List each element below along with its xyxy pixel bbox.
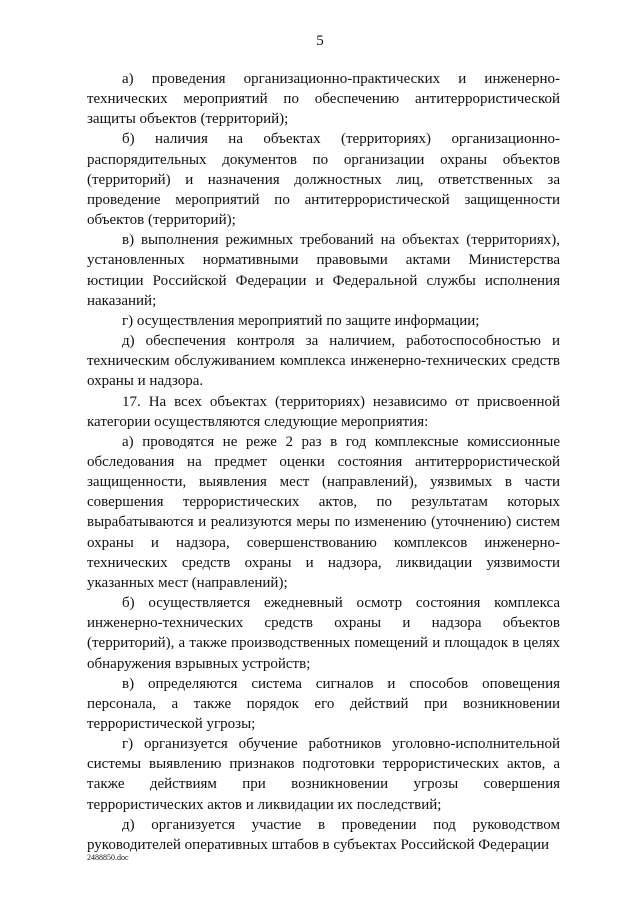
- paragraph-17v-alert-system: в) определяются система сигналов и способов оповещения персонала, а также порядок его действий при возникновении террористической угрозы;: [87, 675, 560, 732]
- paragraph-17a-inspections: а) проводятся не реже 2 раз в год комплексные комиссионные обследования на предмет оценки состояния антитеррористической защищенности, выявления мест (направлений), уязвимых в части совершения террористических актов, по результатам которых вырабатываются и реализуются меры по изменению (уточнению) систем охраны и надзора, совершенствованию комплексов инженерно-технических средств охраны и надзора, ликвидации уязвимости указанных мест (направлений);: [87, 433, 560, 591]
- document-file-code: 2488850.doc: [87, 853, 129, 862]
- paragraph-17d-participation: д) организуется участие в проведении под руководством руководителей оперативных штабов в субъектах Российской Федерации: [87, 816, 560, 853]
- paragraph-a-conducting-measures: а) проведения организационно-практических и инженерно-технических мероприятий по обеспечению антитеррористической защиты объектов (территорий);: [87, 71, 560, 128]
- paragraph-d-control: д) обеспечения контроля за наличием, работоспособностью и техническим обслуживанием комплекса инженерно-технических средств охраны и надзора.: [87, 333, 560, 390]
- paragraph-v-regime-requirements: в) выполнения режимных требований на объектах (территориях), установленных нормативными правовыми актами Министерства юстиции Российской Федерации и Федеральной службы исполнения наказаний;: [87, 232, 560, 309]
- paragraph-17-intro: 17. На всех объектах (территориях) независимо от присвоенной категории осуществляются следующие мероприятия:: [87, 393, 560, 430]
- document-body: [87, 69, 560, 855]
- paragraph-17g-training: г) организуется обучение работников уголовно-исполнительной системы выявлению признаков подготовки террористических актов, а также действиям при возникновении угрозы совершения террористических актов и ликвидации их последствий;: [87, 736, 560, 813]
- paragraph-17b-daily-inspection: б) осуществляется ежедневный осмотр состояния комплекса инженерно-технических средств охраны и надзора объектов (территорий), а также производственных помещений и площадок в целях обнаружения взрывных устройств;: [87, 595, 560, 672]
- paragraph-b-documents: б) наличия на объектах (территориях) организационно-распорядительных документов по организации охраны объектов (территорий) и назначения должностных лиц, ответственных за проведение мероприятий по антитеррористической защищенности объектов (территорий);: [87, 131, 560, 229]
- paragraph-g-information-protection: г) осуществления мероприятий по защите информации;: [122, 312, 480, 329]
- page-number: 5: [316, 33, 324, 49]
